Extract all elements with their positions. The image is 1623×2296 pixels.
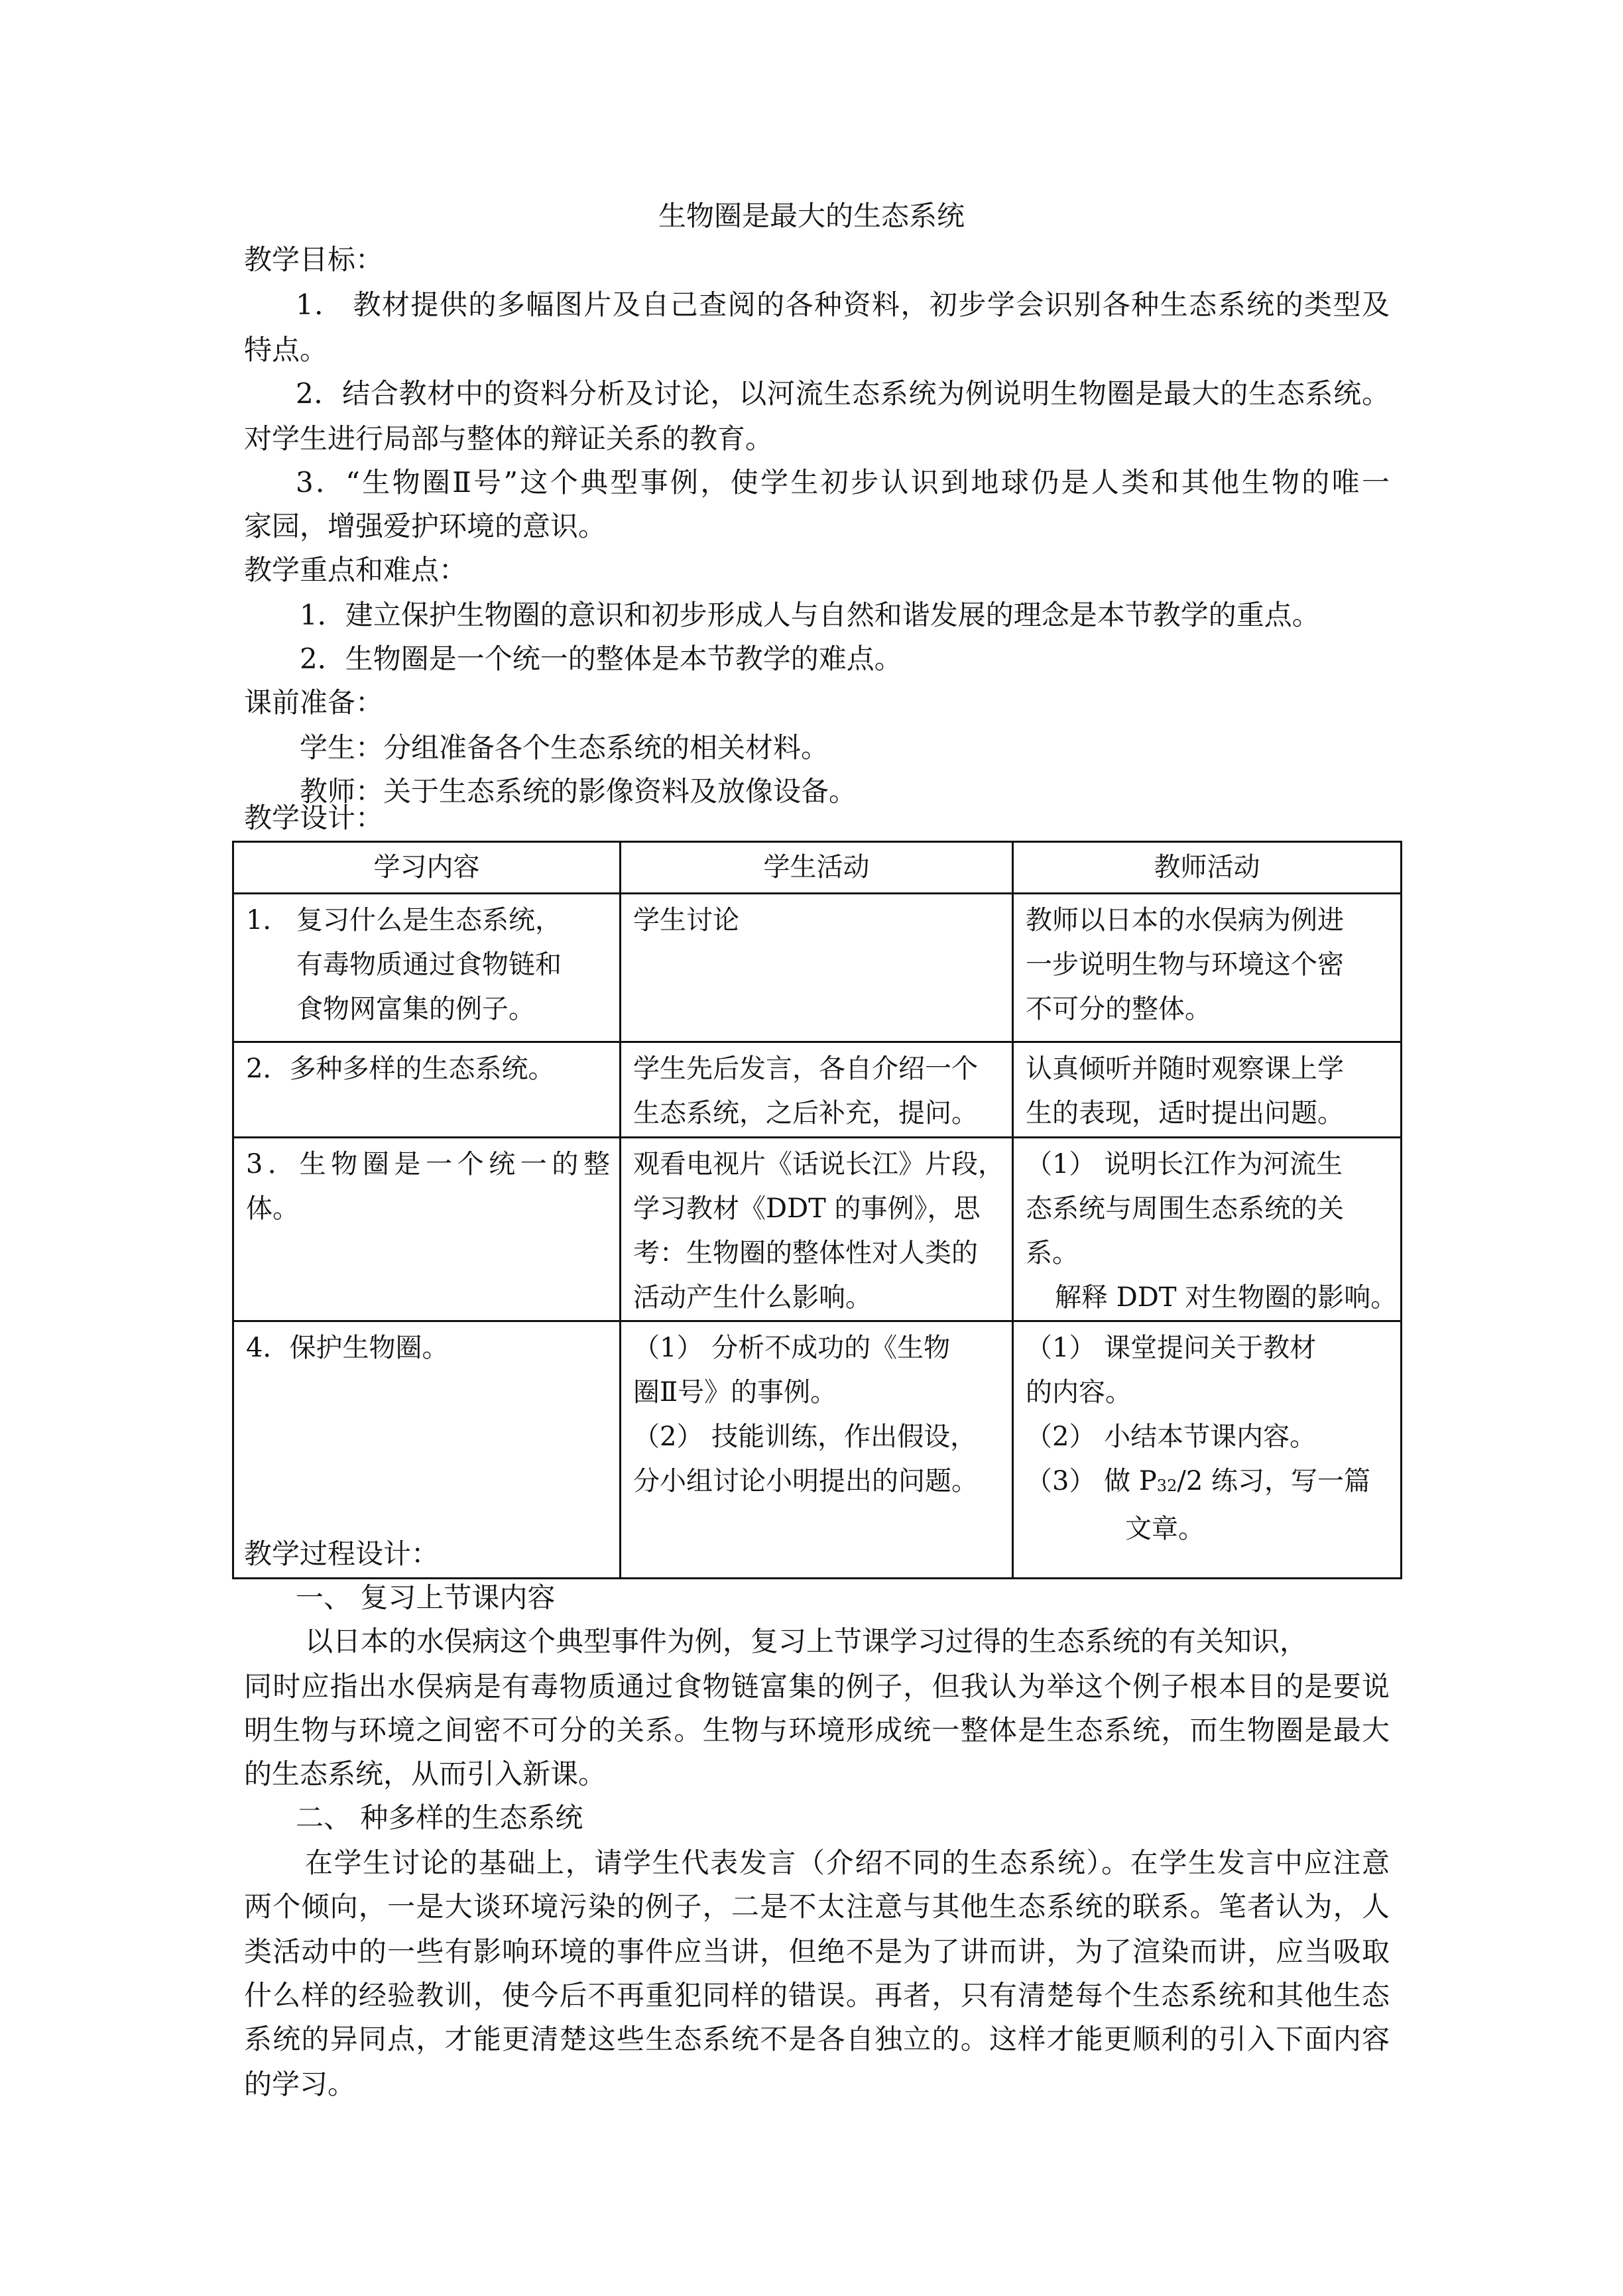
row3-teacher-line: 态系统与周围生态系统的关 <box>1026 1193 1344 1224</box>
row1-content-line: 有毒物质通过食物链和 <box>296 949 562 980</box>
preparation-heading: 课前准备： <box>244 686 384 719</box>
section-2-line-4: 什么样的经验教训，使今后不再重犯同样的错误。再者，只有清楚每个生态系统和其他生态 <box>244 1979 1390 2012</box>
row1-content <box>233 894 621 1042</box>
row2-content <box>233 1042 621 1138</box>
row4-teacher-line: （1） 课堂提问关于教材 <box>1026 1333 1317 1363</box>
row4-teacher-activity <box>1013 1321 1402 1579</box>
row2-teacher-line: 认真倾听并随时观察课上学 <box>1026 1054 1344 1084</box>
table-row <box>233 1138 1402 1321</box>
row2-student-line: 学生先后发言，各自介绍一个 <box>633 1054 978 1084</box>
row4-student-line: （1） 分析不成功的《生物 <box>633 1333 951 1363</box>
row4-student-line: （2） 技能训练，作出假设， <box>633 1421 977 1452</box>
exercise-ref-prefix: （3） 做 P <box>1026 1466 1157 1496</box>
goal-3-line-1: 3．“生物圈Ⅱ号”这个典型事例，使学生初步认识到地球仍是人类和其他生物的唯一 <box>296 466 1390 499</box>
row3-student-line: 学习教材《DDT 的事例》，思 <box>633 1193 981 1224</box>
row2-student-activity <box>621 1042 1013 1138</box>
table-row <box>233 894 1402 1042</box>
row2-teacher-line: 生的表现，适时提出问题。 <box>1026 1098 1344 1128</box>
goal-1-line-2: 特点。 <box>244 333 328 366</box>
row4-teacher-line: 的内容。 <box>1026 1377 1132 1408</box>
section-2-line-6: 的学习。 <box>244 2068 356 2100</box>
header-student-activity: 学生活动 <box>621 842 1013 894</box>
row3-student-line: 考：生物圈的整体性对人类的 <box>633 1238 978 1268</box>
row1-teacher-line: 一步说明生物与环境这个密 <box>1026 949 1344 980</box>
row1-student-activity <box>621 894 1013 1042</box>
goals-heading: 教学目标： <box>244 243 384 276</box>
row4-student-line: 圈Ⅱ号》的事例。 <box>633 1377 837 1408</box>
section-2-title: 二、 种多样的生态系统 <box>296 1801 583 1834</box>
preparation-teacher: 教师：关于生态系统的影像资料及放像设备。 <box>300 775 857 808</box>
section-1-title: 一、 复习上节课内容 <box>296 1581 556 1614</box>
header-content: 学习内容 <box>233 842 621 894</box>
table-row <box>233 1042 1402 1138</box>
row1-content-line: 食物网富集的例子。 <box>296 994 535 1024</box>
table-header-row <box>233 842 1402 894</box>
document-title: 生物圈是最大的生态系统 <box>658 200 965 232</box>
process-heading: 教学过程设计： <box>244 1538 440 1570</box>
row1-student-line: 学生讨论 <box>633 905 739 936</box>
goal-2-line-1: 2．结合教材中的资料分析及讨论，以河流生态系统为例说明生物圈是最大的生态系统。 <box>296 377 1390 410</box>
row4-student-activity <box>621 1321 1013 1579</box>
row3-content-line: 体。 <box>246 1193 299 1224</box>
section-2-line-2: 两个倾向，一是大谈环境污染的例子，二是不太注意与其他生态系统的联系。笔者认为，人 <box>244 1890 1390 1923</box>
row3-student-line: 观看电视片《话说长江》片段， <box>633 1149 1004 1179</box>
design-heading: 教学设计： <box>244 802 384 834</box>
key-points-heading: 教学重点和难点： <box>244 554 467 586</box>
exercise-ref-suffix: /2 练习，写一篇 <box>1177 1466 1370 1496</box>
row3-student-activity <box>621 1138 1013 1321</box>
section-1-line-2: 同时应指出水俣病是有毒物质通过食物链富集的例子，但我认为举这个例子根本目的是要说 <box>244 1670 1390 1703</box>
row4-teacher-line: （2） 小结本节课内容。 <box>1026 1421 1317 1452</box>
row1-content-line: 复习什么是生态系统， <box>296 905 562 936</box>
goal-2-line-2: 对学生进行局部与整体的辩证关系的教育。 <box>244 422 774 455</box>
key-point-2: 2．生物圈是一个统一的整体是本节教学的难点。 <box>300 642 902 675</box>
section-2-line-5: 系统的异同点，才能更清楚这些生态系统不是各自独立的。这样才能更顺利的引入下面内容 <box>244 2023 1390 2055</box>
preparation-student: 学生：分组准备各个生态系统的相关材料。 <box>300 731 829 764</box>
row1-number: 1． <box>246 905 290 936</box>
section-1-line-4: 的生态系统，从而引入新课。 <box>244 1758 607 1790</box>
goal-3-line-2: 家园，增强爱护环境的意识。 <box>244 510 607 542</box>
row4-teacher-line: 文章。 <box>1125 1514 1205 1544</box>
design-table <box>232 841 1402 1579</box>
header-teacher-activity: 教师活动 <box>1013 842 1402 894</box>
row3-student-line: 活动产生什么影响。 <box>633 1282 872 1313</box>
section-1-line-3: 明生物与环境之间密不可分的关系。生物与环境形成统一整体是生态系统，而生物圈是最大 <box>244 1714 1390 1746</box>
row4-teacher-line <box>1026 1459 1391 1507</box>
row3-content <box>233 1138 621 1321</box>
row2-content-line: 2．多种多样的生态系统。 <box>246 1054 555 1084</box>
key-point-1: 1．建立保护生物圈的意识和初步形成人与自然和谐发展的理念是本节教学的重点。 <box>300 599 1320 631</box>
section-2-line-1: 在学生讨论的基础上，请学生代表发言（介绍不同的生态系统）。在学生发言中应注意 <box>305 1846 1390 1879</box>
row1-teacher-line: 不可分的整体。 <box>1026 994 1211 1024</box>
row1-teacher-line: 教师以日本的水俣病为例进 <box>1026 905 1344 936</box>
row3-content-line: 3．生物圈是一个统一的整 <box>246 1149 610 1179</box>
row1-teacher-activity <box>1013 894 1402 1042</box>
exercise-ref-subscript: 32 <box>1156 1477 1177 1495</box>
section-1-line-1: 以日本的水俣病这个典型事件为例，复习上节课学习过得的生态系统的有关知识， <box>305 1625 1308 1658</box>
row3-teacher-line: 系。 <box>1026 1238 1079 1268</box>
row3-teacher-line: （1） 说明长江作为河流生 <box>1026 1149 1343 1179</box>
row3-teacher-line: 解释 DDT 对生物圈的影响。 <box>1055 1282 1398 1313</box>
row2-student-line: 生态系统，之后补充，提问。 <box>633 1098 978 1128</box>
row4-student-line: 分小组讨论小明提出的问题。 <box>633 1466 978 1496</box>
section-2-line-3: 类活动中的一些有影响环境的事件应当讲，但绝不是为了讲而讲，为了渲染而讲，应当吸取 <box>244 1935 1390 1968</box>
goal-1-line-1: 1． 教材提供的多幅图片及自己查阅的各种资料，初步学会识别各种生态系统的类型及 <box>296 288 1390 321</box>
row4-content-line: 4．保护生物圈。 <box>246 1333 449 1363</box>
row2-teacher-activity <box>1013 1042 1402 1138</box>
row3-teacher-activity <box>1013 1138 1402 1321</box>
